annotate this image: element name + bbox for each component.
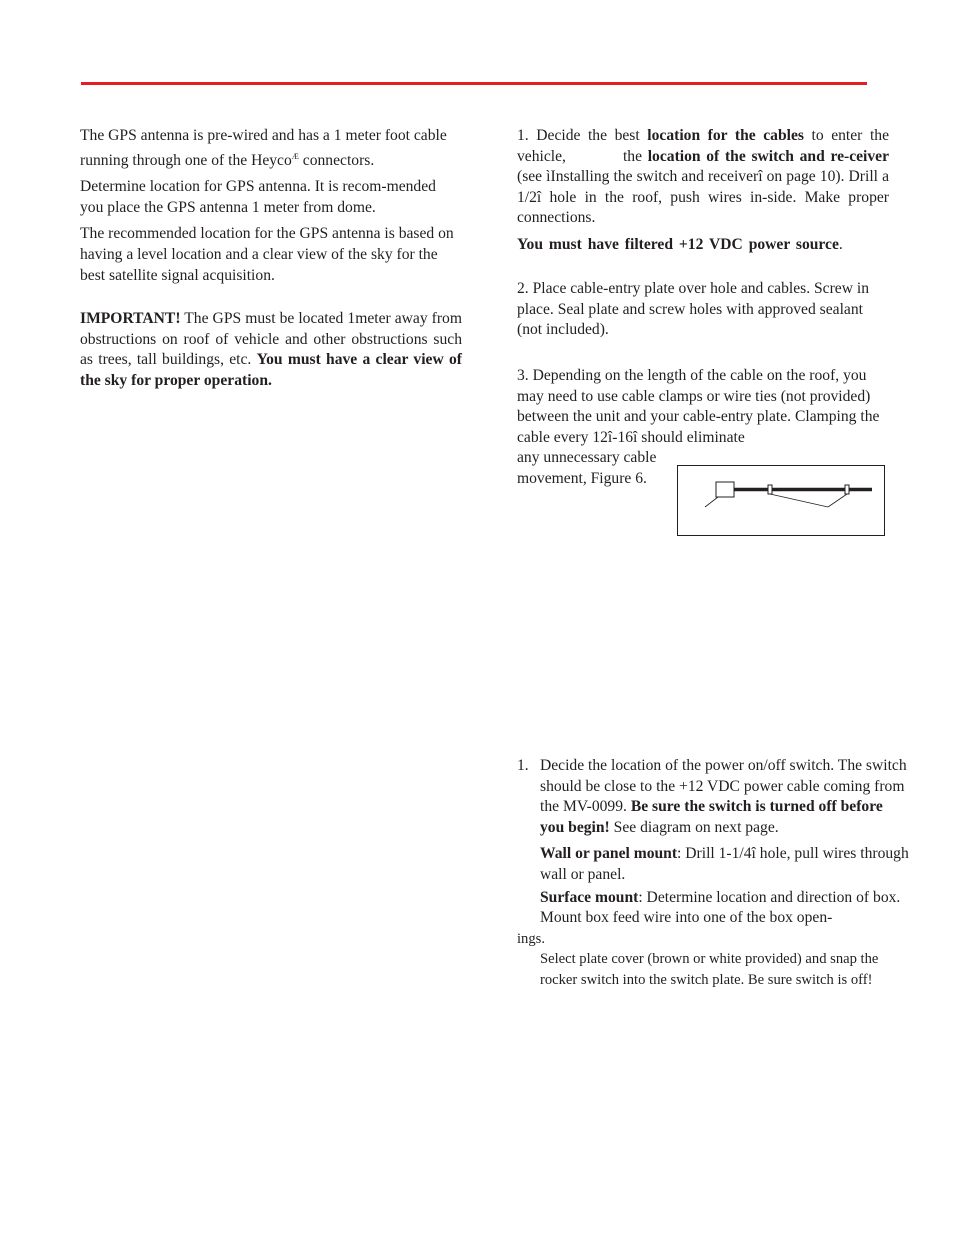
important-note: IMPORTANT! The GPS must be located 1meter away from obstructions on roof of vehicle and other obstructions such as trees, tall buildings, etc. You must have a clear view of the sky for proper operation. xyxy=(80,310,462,389)
cable-clamp-1 xyxy=(768,485,772,494)
switch-step-1: 1. Decide the location of the power on/off switch. The switch should be close to the +12 VDC power cable coming from the MV-0099. Be sure the switch is turned off before you begin! See diagram on next page. xyxy=(517,757,907,836)
surface-mount-tail: ings. xyxy=(517,930,545,947)
cable-step-3: 3. Depending on the length of the cable on the roof, you may need to use cable clamps or wire ties (not provided) between the unit and your cable-entry plate. Clamping the cable every 12î-16î should eliminate xyxy=(517,367,880,446)
cable-step-3-wrap: any unnecessary cable movement, Figure 6. xyxy=(517,449,657,487)
header-rule xyxy=(81,82,867,85)
antenna-recommendation: The recommended location for the GPS antenna is based on having a level location and a clear view of the sky for the best satellite signal acquisition. xyxy=(80,225,454,284)
antenna-intro: The GPS antenna is pre-wired and has a 1 meter foot cable running through one of the Heyco$^Æ$ connectors. xyxy=(80,127,447,169)
figure-6-cable-diagram xyxy=(677,465,885,536)
cable-step-1: 1. Decide the best location for the cables to enter the vehicle, the location of the switch and re-ceiver (see ìInstalling the switch and receiverî on page 10). Drill a 1/2î hole in the roof, push wires in-side. Make proper connections. You must have filtered +12 VDC power source. xyxy=(517,126,889,256)
power-note: You must have filtered +12 VDC power source. xyxy=(517,235,843,253)
plate-cover-instructions: Select plate cover (brown or white provided) and snap the rocker switch into the switch plate. Be sure switch is off! xyxy=(540,951,879,988)
wall-mount-instructions: Wall or panel mount: Drill 1-1/4î hole, pull wires through wall or panel. xyxy=(540,845,909,883)
left-column xyxy=(80,126,462,392)
plate-leader-line xyxy=(705,497,718,507)
cable-clamp-2 xyxy=(845,485,849,494)
cable-step-2: 2. Place cable-entry plate over hole and cables. Screw in place. Seal plate and screw holes with approved sealant (not included). xyxy=(517,280,870,339)
cable-clamp-illustration xyxy=(678,466,884,535)
antenna-location: Determine location for GPS antenna. It is recom-mended you place the GPS antenna 1 meter from dome. xyxy=(80,178,436,216)
clamp-leader-line-2 xyxy=(828,494,847,507)
switch-install-steps xyxy=(517,756,909,991)
surface-mount-instructions: Surface mount: Determine location and direction of box. Mount box feed wire into one of the box open- xyxy=(540,888,901,927)
clamp-leader-line-1 xyxy=(770,494,828,507)
cable-entry-plate xyxy=(716,482,734,497)
